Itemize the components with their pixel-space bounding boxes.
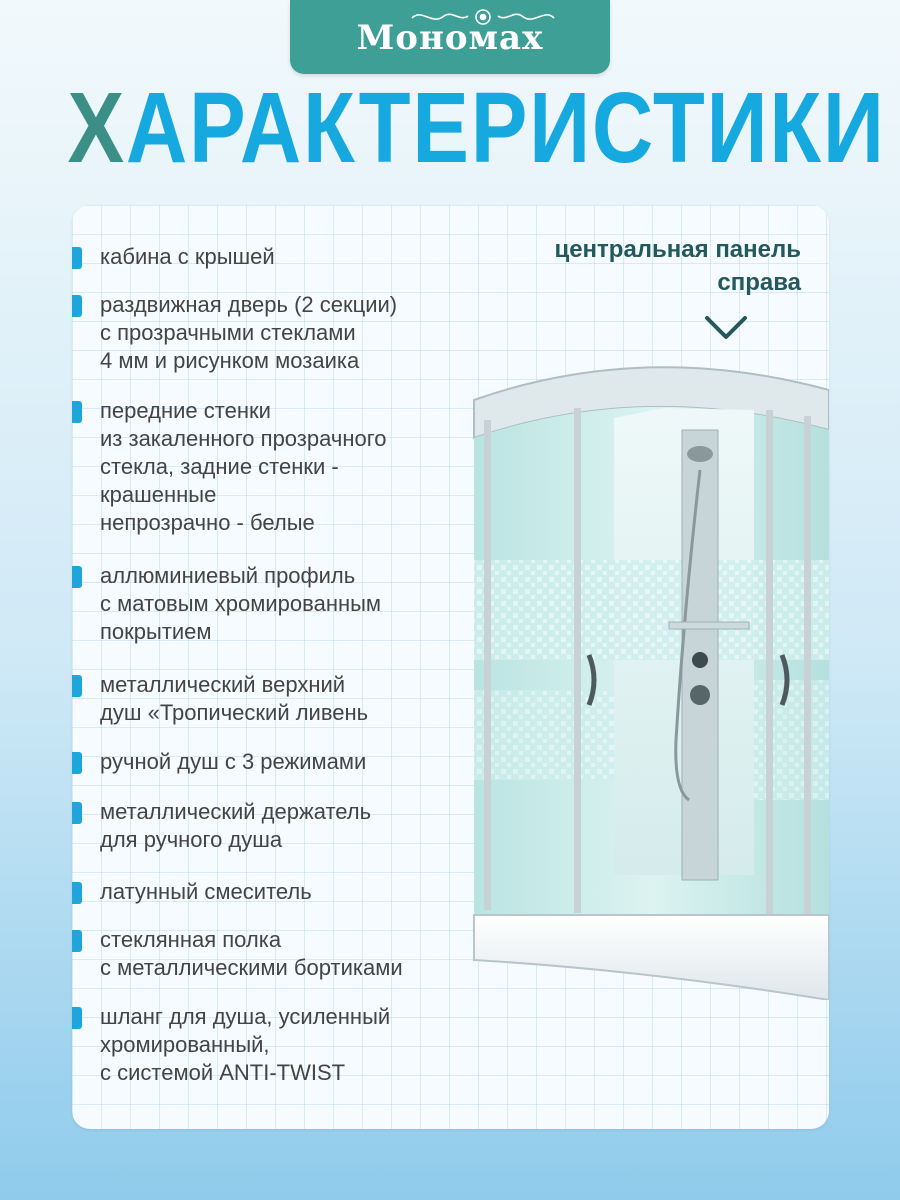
feature-text: аллюминиевый профиль с матовым хромированным покрытием — [100, 563, 382, 644]
bullet-icon — [72, 882, 82, 904]
brand-logo — [290, 0, 610, 74]
bullet-icon — [72, 401, 82, 423]
feature-text: латунный смеситель — [100, 879, 312, 904]
bullet-icon — [72, 930, 82, 952]
bullet-icon — [72, 802, 82, 824]
bullet-icon — [72, 675, 82, 697]
shower-cabin-image — [464, 360, 829, 1000]
brand-name: Мономах — [356, 18, 544, 58]
feature-text: раздвижная дверь (2 секции) с прозрачными стеклами 4 мм и рисунком мозаика — [100, 292, 398, 373]
chevron-down-icon — [704, 315, 748, 341]
bullet-icon — [72, 295, 82, 317]
feature-text: металлический верхний душ «Тропический ливень — [100, 672, 369, 725]
feature-text: ручной душ с 3 режимами — [100, 749, 367, 774]
feature-text: стеклянная полка с металлическими бортиками — [100, 927, 403, 980]
page-title-rest: АРАКТЕРИСТИКИ — [125, 72, 886, 184]
feature-text: передние стенки из закаленного прозрачного стекла, задние стенки - крашенные непрозрачно - белые — [100, 398, 387, 535]
feature-text: кабина с крышей — [100, 244, 275, 269]
central-panel-note: центральная панель справа — [554, 236, 801, 296]
page-title-first-letter: Х — [67, 72, 126, 184]
page-title — [67, 72, 886, 184]
features-card — [72, 205, 829, 1129]
bullet-icon — [72, 566, 82, 588]
feature-text: шланг для душа, усиленный хромированный, с системой ANTI-TWIST — [100, 1004, 391, 1085]
feature-text: металлический держатель для ручного душа — [100, 799, 372, 852]
bullet-icon — [72, 1007, 82, 1029]
bullet-icon — [72, 247, 82, 269]
bullet-icon — [72, 752, 82, 774]
